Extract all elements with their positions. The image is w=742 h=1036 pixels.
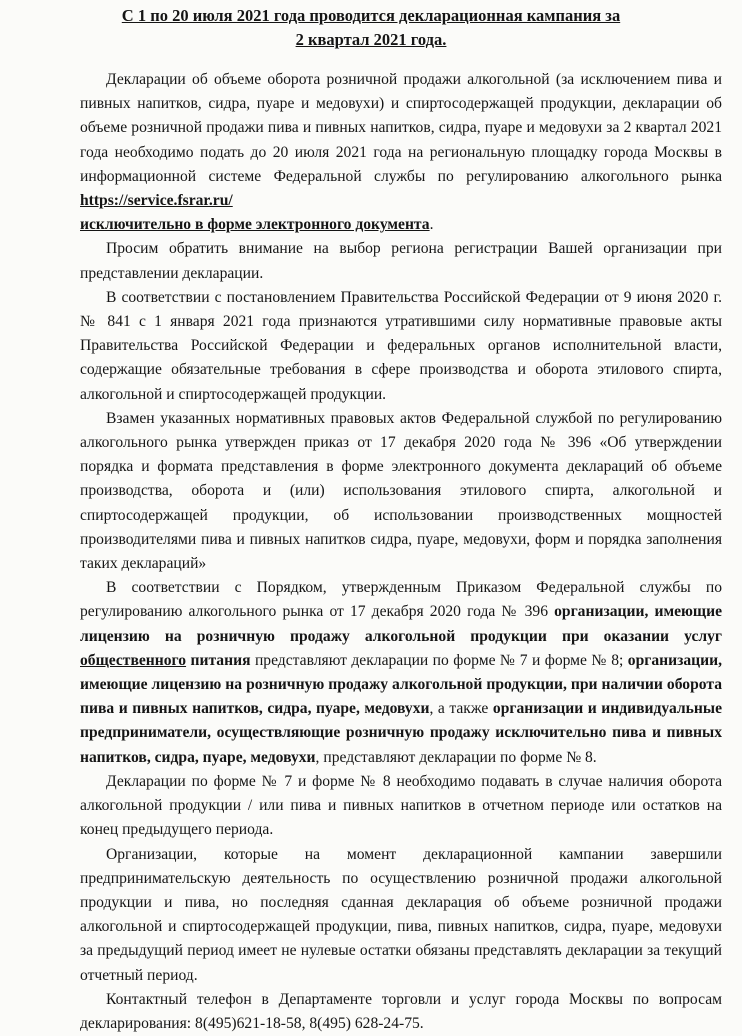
fsrar-service-link[interactable]: https://service.fsrar.ru/ <box>80 192 233 210</box>
paragraph-region: Просим обратить внимание на выбор региона регистрации Вашей организации при представлении декларации. <box>80 240 722 282</box>
forms-bold-3: организации и индивидуальные предприниматели, осуществляющие розничную продажу исключительно пива и пивных напитков, сидра, пуаре, медовухи <box>80 700 722 766</box>
forms-text-2: представляют декларации по форме № 7 и форме № 8; <box>250 651 628 669</box>
forms-bold-2: организации, имеющие лицензию на розничную продажу алкогольной продукции, при наличии оборота пива и пивных напитков, сидра, пуаре, медовухи <box>80 651 723 718</box>
paragraph-resolution: В соответствии с постановлением Правительства Российской Федерации от 9 июня 2020 г. № 841 с 1 января 2021 года признаются утратившими силу нормативные правовые акты Правительства Российской Федерации и федеральных органов исполнительной власти, содержащие обязательные требования в сфере производства и оборота этилового спирта, алкогольной и спиртосодержащей продукции. <box>80 288 722 403</box>
forms-text-3: , а также <box>429 700 493 718</box>
paragraph-deadline <box>80 68 722 237</box>
forms-text-1: В соответствии с Порядком, утвержденным Приказом Федеральной службы по регулированию алкогольного рынка от 17 декабря 2020 года № 396 <box>80 579 722 621</box>
electronic-form-emphasis: исключительно в форме электронного документа <box>80 216 430 234</box>
title-line-1: С 1 по 20 июля 2021 года проводится декларационная кампания за <box>121 6 621 25</box>
forms-text-4: , представляют декларации по форме № 8. <box>315 748 597 766</box>
forms-bold-1-underlined: общественного <box>80 651 187 669</box>
title-line-2: 2 квартал 2021 года. <box>295 30 447 49</box>
paragraph-deadline-end: . <box>429 216 434 234</box>
paragraph-when-to-submit: Декларации по форме № 7 и форме № 8 необходимо подавать в случае наличия оборота алкогольной продукции / или пива и пивных напитков в отчетном периоде или остатков на конец предыдущего периода. <box>80 772 722 839</box>
paragraph-contacts: Контактный телефон в Департаменте торговли и услуг города Москвы по вопросам декларирования: 8(495)621-18-58, 8(495) 628-24-75. <box>80 990 722 1032</box>
paragraph-deadline-text: Декларации об объеме оборота розничной продажи алкогольной (за исключением пива и пивных напитков, сидра, пуаре и медовухи) и спиртосодержащей продукции, декларации об объеме розничной продажи пива и пивных напитков, сидра, пуаре и медовухи за 2 квартал 2021 года необходимо подать до 20 июля 2021 года на региональную площадку города Москвы в информационной системе Федеральной службы по регулированию алкогольного рынка <box>80 71 722 185</box>
forms-bold-1b: питания <box>186 651 251 669</box>
forms-bold-1a: организации, имеющие лицензию на розничную продажу алкогольной продукции при оказании услуг <box>80 603 722 645</box>
paragraph-closed-organizations: Организации, которые на момент декларационной кампании завершили предпринимательскую деятельность по осуществлению розничной продажи алкогольной продукции и пива, но последняя сданная декларация об объеме розничной продажи алкогольной и спиртосодержащей продукции, пива, пивных напитков, сидра, пуаре, медовухи за предыдущий период имеет не нулевые остатки обязаны представлять декларации за текущий отчетный период. <box>80 845 722 984</box>
paragraph-order: Взамен указанных нормативных правовых актов Федеральной службой по регулированию алкогольного рынка утвержден приказ от 17 декабря 2020 года № 396 «Об утверждении порядка и формата представления в форме электронного документа деклараций об объеме производства, оборота и (или) использования этилового спирта, алкогольной и спиртосодержащей продукции, об использовании производственных мощностей производителями пива и пивных напитков сидра, пуаре, медовухи, форм и порядка заполнения таких деклараций» <box>80 409 722 573</box>
document-title <box>60 4 682 52</box>
document-body <box>80 68 722 1036</box>
paragraph-forms <box>80 576 722 770</box>
